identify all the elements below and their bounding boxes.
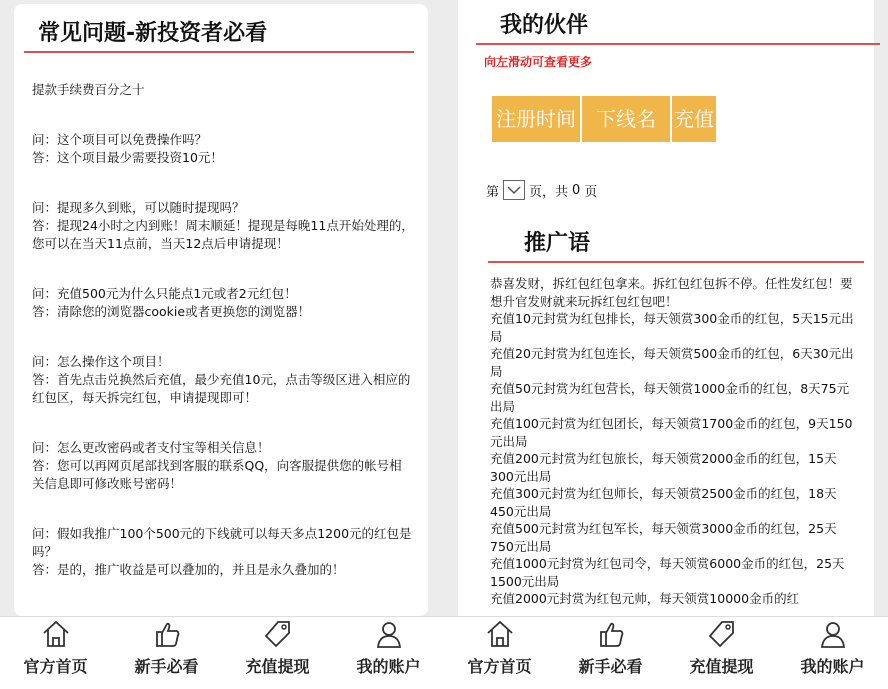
promo-text: [458, 263, 874, 608]
faq-answer: 答：提现24小时之内到账！周末顺延！提现是每晚11点开始处理的，您可以在当天11点前，当天12点后申请提现！: [32, 218, 414, 251]
nav-label: 新手必看: [134, 657, 199, 676]
faq-list: [14, 81, 428, 579]
user-icon: [817, 618, 849, 650]
nav-account[interactable]: [333, 617, 444, 689]
tag-icon: [706, 618, 738, 650]
faq-title: 常见问题-新投资者必看: [24, 4, 414, 53]
pager-middle: 页，共: [529, 184, 569, 200]
thumbs-up-icon: [151, 618, 183, 650]
chevron-down-icon: [507, 185, 521, 195]
promo-line: 充值200元封赏为红包旅长，每天领赏2000金币的红包，15天300元出局: [490, 451, 837, 484]
thumbs-up-icon: [595, 618, 627, 650]
tag-icon: [262, 618, 294, 650]
nav-label: 充值提现: [245, 657, 310, 676]
faq-item: [32, 199, 414, 253]
nav-label: 官方首页: [23, 657, 88, 676]
nav-home[interactable]: [0, 617, 111, 689]
pager-total: 0: [572, 182, 581, 198]
faq-question: 问：怎么更改密码或者支付宝等相关信息！: [32, 440, 270, 455]
promo-line: 充值100元封赏为红包团长，每天领赏1700金币的红包，9天150元出局: [490, 416, 853, 449]
promo-line: 充值50元封赏为红包营长，每天领赏1000金币的红包，8天75元出局: [490, 381, 850, 414]
user-icon: [373, 618, 405, 650]
bottom-nav: [0, 616, 444, 689]
nav-label: 我的账户: [356, 657, 421, 676]
faq-answer: 答：清除您的浏览器cookie或者更换您的浏览器！: [32, 304, 311, 319]
faq-question: 问：假如我推广100个500元的下线就可以每天多点1200元的红包是吗？: [32, 526, 412, 559]
pager-suffix: 页: [584, 184, 598, 200]
swipe-hint: 向左滑动可查看更多: [484, 55, 593, 69]
faq-answer: 答：这个项目最少需要投资10元！: [32, 150, 223, 165]
promo-line: 充值20元封赏为红包连长，每天领赏500金币的红包，6天30元出局: [490, 346, 854, 379]
faq-answer: 答：您可以再网页尾部找到客服的联系QQ，向客服提供您的帐号相关信息即可修改账号密码！: [32, 458, 402, 491]
col-downline-name: 下线名: [582, 96, 672, 142]
nav-account[interactable]: [777, 617, 888, 689]
promo-line: 恭喜发财，拆红包红包拿来。拆红包红包拆不停。任性发红包！要想升官发财就来玩拆红包红包吧！: [490, 276, 853, 309]
faq-item: [32, 131, 414, 167]
home-icon: [40, 618, 72, 650]
partner-table-header[interactable]: [492, 96, 874, 142]
faq-question: 问：怎么操作这个项目！: [32, 354, 170, 369]
promo-line: 充值10元封赏为红包排长，每天领赏300金币的红包，5天15元出局: [490, 311, 854, 344]
faq-item: [32, 285, 414, 321]
partner-card: [458, 0, 874, 616]
col-recharge: 充值: [672, 96, 718, 142]
promo-title: 推广语: [488, 218, 864, 263]
promo-line: 充值300元封赏为红包师长，每天领赏2500金币的红包，18天450元出局: [490, 486, 837, 519]
faq-answer: 答：是的，推广收益是可以叠加的，并且是永久叠加的！: [32, 562, 345, 577]
faq-item: [32, 353, 414, 407]
nav-newbie[interactable]: [555, 617, 666, 689]
pager: [486, 180, 874, 200]
nav-recharge[interactable]: [666, 617, 777, 689]
partner-title: 我的伙伴: [476, 0, 880, 45]
faq-question: 问：提现多久到账，可以随时提现吗？: [32, 200, 245, 215]
promo-line: 充值500元封赏为红包军长，每天领赏3000金币的红包，25天750元出局: [490, 521, 837, 554]
faq-item: [32, 525, 414, 579]
nav-label: 我的账户: [800, 657, 865, 676]
pager-prefix: 第: [486, 184, 500, 200]
faq-question: 问：这个项目可以免费操作吗？: [32, 132, 208, 147]
faq-intro: 提款手续费百分之十: [32, 82, 145, 97]
faq-question: 问：充值500元为什么只能点1元或者2元红包！: [32, 286, 297, 301]
nav-recharge[interactable]: [222, 617, 333, 689]
nav-home[interactable]: [444, 617, 555, 689]
home-icon: [484, 618, 516, 650]
faq-card: [14, 4, 428, 616]
faq-answer: 答：首先点击兑换然后充值，最少充值10元，点击等级区进入相应的红包区，每天拆完红包，申请提现即可！: [32, 372, 411, 405]
promo-line: 充值1000元封赏为红包司令，每天领赏6000金币的红包，25天1500元出局: [490, 556, 845, 589]
faq-item: [32, 439, 414, 493]
page-select[interactable]: [503, 180, 525, 200]
promo-line: 充值2000元封赏为红包元帅，每天领赏10000金币的红: [490, 591, 800, 606]
nav-newbie[interactable]: [111, 617, 222, 689]
nav-label: 新手必看: [578, 657, 643, 676]
nav-label: 充值提现: [689, 657, 754, 676]
bottom-nav: [444, 616, 888, 689]
partner-screen: [444, 0, 888, 689]
nav-label: 官方首页: [467, 657, 532, 676]
col-register-time: 注册时间: [492, 96, 582, 142]
